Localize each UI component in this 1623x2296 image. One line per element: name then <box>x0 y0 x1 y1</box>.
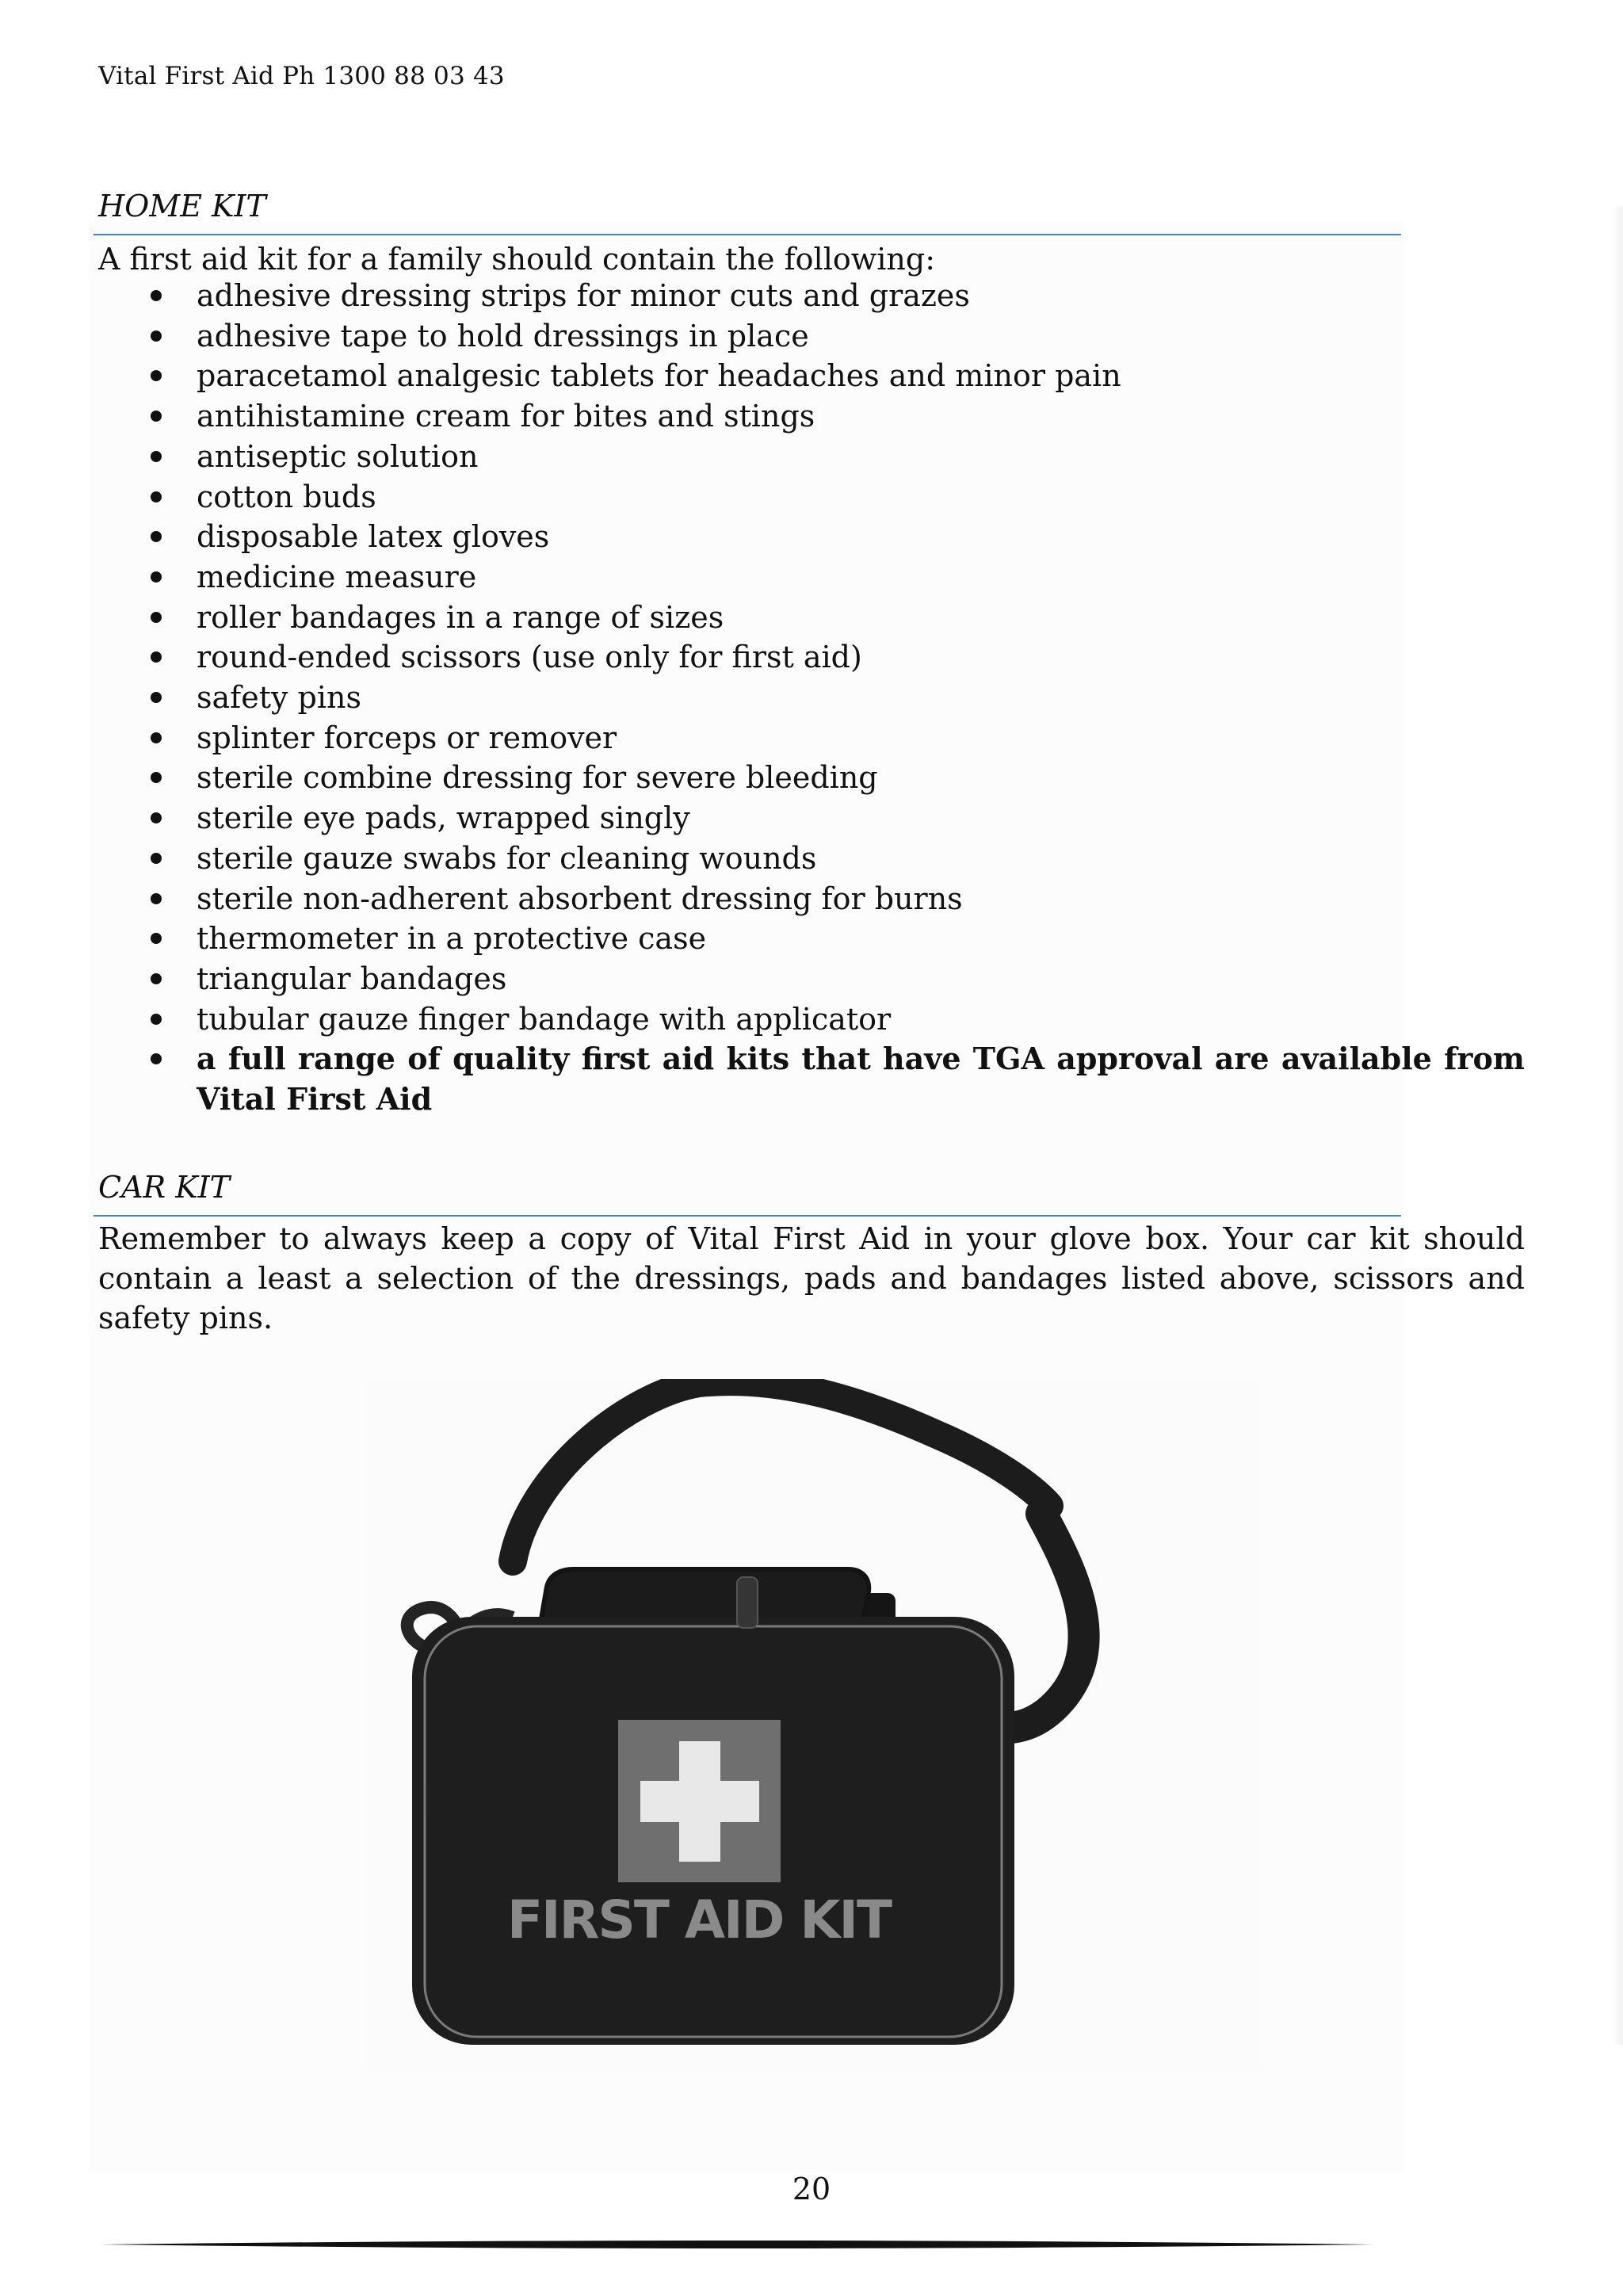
bullet-icon <box>151 973 162 984</box>
footer-swash <box>98 2239 1374 2250</box>
list-item <box>98 437 1525 477</box>
list-item-text: safety pins <box>197 680 361 716</box>
bullet-icon <box>151 772 162 783</box>
list-item-text: round-ended scissors (use only for first aid) <box>197 640 862 675</box>
list-item <box>98 999 1525 1040</box>
list-item <box>98 316 1525 357</box>
page-number: 20 <box>792 2172 831 2206</box>
list-item <box>98 718 1525 758</box>
list-item <box>98 356 1525 396</box>
list-item-text: disposable latex gloves <box>197 519 550 555</box>
bullet-icon <box>151 1014 162 1025</box>
list-item-text: adhesive tape to hold dressings in place <box>197 318 809 353</box>
list-item-text: cotton buds <box>197 479 376 514</box>
bullet-icon <box>151 853 162 864</box>
car-kit-heading: CAR KIT <box>98 1170 230 1205</box>
list-item-text: sterile combine dressing for severe bleeding <box>197 760 878 796</box>
car-kit-rule <box>94 1215 1401 1217</box>
bullet-icon <box>151 732 162 743</box>
bullet-icon <box>151 330 162 342</box>
bullet-icon <box>151 451 162 462</box>
list-item-text: thermometer in a protective case <box>197 921 707 957</box>
bullet-icon <box>151 290 162 301</box>
bullet-icon <box>151 531 162 542</box>
bullet-icon <box>151 411 162 422</box>
page-edge-shadow <box>1612 206 1623 2045</box>
list-item <box>98 477 1525 518</box>
bullet-icon <box>151 651 162 663</box>
list-item-text: a full range of quality first aid kits that have TGA approval are available from Vital First Aid <box>197 1041 1525 1117</box>
bullet-icon <box>151 692 162 703</box>
bullet-icon <box>151 812 162 823</box>
bullet-icon <box>151 370 162 381</box>
list-item <box>98 839 1525 879</box>
car-kit-paragraph: Remember to always keep a copy of Vital First Aid in your glove box. Your car kit should contain a least a selection of the dressings, pads and bandages listed above, scissors and safety pins. <box>98 1221 1525 1335</box>
list-item <box>98 396 1525 437</box>
list-item-text: tubular gauze finger bandage with applicator <box>197 1001 892 1037</box>
first-aid-bag-photo <box>366 1379 1262 2069</box>
list-item <box>98 276 1525 316</box>
home-kit-heading: HOME KIT <box>98 189 266 223</box>
list-item-text: paracetamol analgesic tablets for headaches and minor pain <box>197 358 1121 394</box>
list-item-text: sterile gauze swabs for cleaning wounds <box>197 840 817 876</box>
bullet-icon <box>151 1053 162 1064</box>
home-kit-list <box>98 276 1525 1120</box>
list-item-text: adhesive dressing strips for minor cuts and grazes <box>197 278 970 313</box>
list-item <box>98 919 1525 959</box>
list-item <box>98 678 1525 718</box>
list-item-text: medicine measure <box>197 559 477 594</box>
list-item <box>98 879 1525 919</box>
list-item-text: sterile eye pads, wrapped singly <box>197 800 690 836</box>
list-item <box>98 1039 1525 1119</box>
list-item <box>98 637 1525 678</box>
bullet-icon <box>151 893 162 904</box>
list-item <box>98 758 1525 798</box>
bullet-icon <box>151 571 162 583</box>
home-kit-intro: A first aid kit for a family should contain the following: <box>98 242 936 277</box>
home-kit-rule <box>94 234 1401 235</box>
list-item <box>98 959 1525 999</box>
bullet-icon <box>151 612 162 623</box>
list-item-text: triangular bandages <box>197 961 507 996</box>
page-header: Vital First Aid Ph 1300 88 03 43 <box>98 62 505 90</box>
bullet-icon <box>151 933 162 944</box>
list-item-text: roller bandages in a range of sizes <box>197 599 724 635</box>
list-item <box>98 598 1525 638</box>
list-item <box>98 517 1525 557</box>
list-item-text: antiseptic solution <box>197 438 479 474</box>
list-item-text: sterile non-adherent absorbent dressing for burns <box>197 881 963 916</box>
bullet-icon <box>151 491 162 502</box>
list-item <box>98 557 1525 598</box>
list-item-text: splinter forceps or remover <box>197 720 617 755</box>
list-item-text: antihistamine cream for bites and stings <box>197 399 815 434</box>
bag-label: FIRST AID KIT <box>506 1889 892 1950</box>
list-item <box>98 798 1525 839</box>
